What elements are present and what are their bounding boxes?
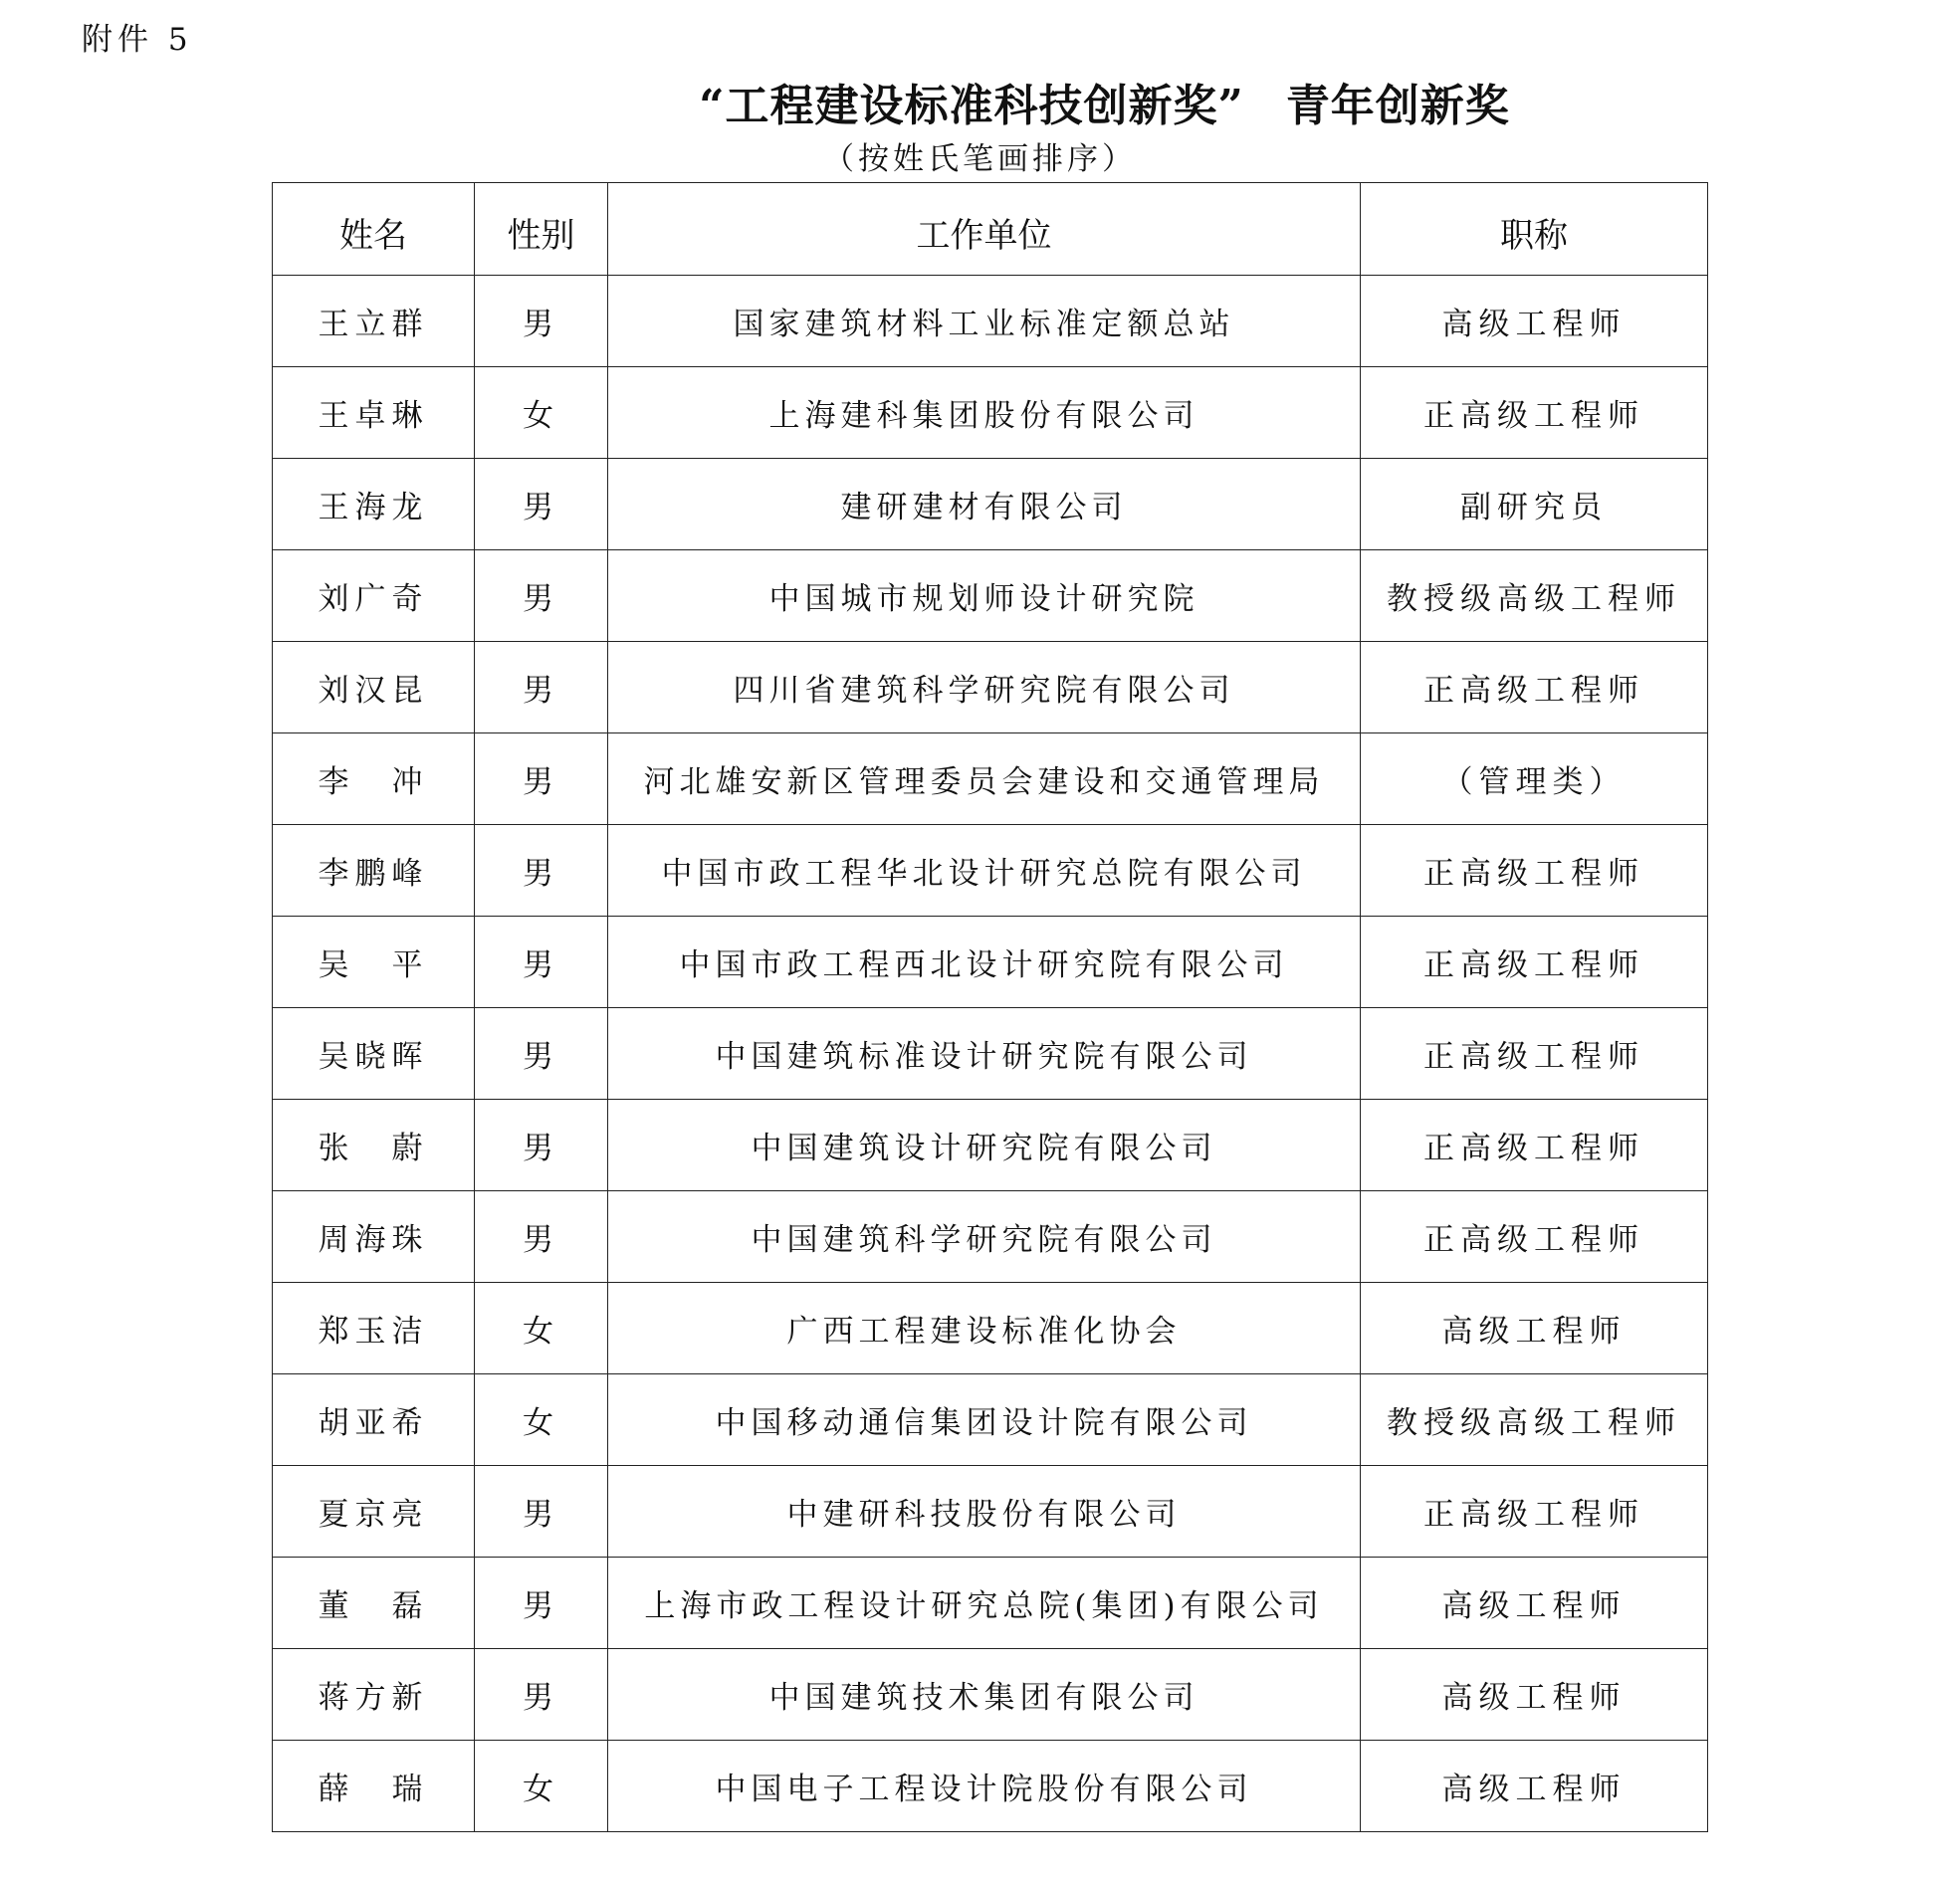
cell-gender: 男 <box>475 276 608 367</box>
cell-gender: 男 <box>475 1649 608 1741</box>
table-row <box>273 1741 1708 1832</box>
cell-name: 吴 平 <box>273 917 475 1008</box>
cell-title: 正高级工程师 <box>1361 825 1708 917</box>
table-row <box>273 1100 1708 1191</box>
cell-title: 正高级工程师 <box>1361 642 1708 733</box>
cell-unit: 中国城市规划师设计研究院 <box>608 550 1361 642</box>
cell-unit: 河北雄安新区管理委员会建设和交通管理局 <box>608 733 1361 825</box>
header-title: 职称 <box>1361 183 1708 276</box>
cell-unit: 中国电子工程设计院股份有限公司 <box>608 1741 1361 1832</box>
cell-gender: 女 <box>475 367 608 459</box>
award-name: “工程建设标准科技创新奖” <box>699 81 1244 131</box>
table-row <box>273 1466 1708 1558</box>
cell-name: 王海龙 <box>273 459 475 550</box>
sort-note: （按姓氏笔画排序） <box>823 141 1137 177</box>
cell-title: （管理类） <box>1361 733 1708 825</box>
cell-title: 副研究员 <box>1361 459 1708 550</box>
cell-title: 正高级工程师 <box>1361 1466 1708 1558</box>
cell-unit: 中建研科技股份有限公司 <box>608 1466 1361 1558</box>
cell-name: 郑玉洁 <box>273 1283 475 1374</box>
cell-title: 高级工程师 <box>1361 276 1708 367</box>
cell-unit: 国家建筑材料工业标准定额总站 <box>608 276 1361 367</box>
cell-unit: 四川省建筑科学研究院有限公司 <box>608 642 1361 733</box>
cell-name: 吴晓晖 <box>273 1008 475 1100</box>
cell-unit: 中国移动通信集团设计院有限公司 <box>608 1374 1361 1466</box>
cell-gender: 男 <box>475 459 608 550</box>
cell-title: 教授级高级工程师 <box>1361 1374 1708 1466</box>
cell-name: 刘汉昆 <box>273 642 475 733</box>
table-row <box>273 1649 1708 1741</box>
cell-name: 董 磊 <box>273 1558 475 1649</box>
cell-title: 高级工程师 <box>1361 1283 1708 1374</box>
cell-name: 周海珠 <box>273 1191 475 1283</box>
cell-name: 李 冲 <box>273 733 475 825</box>
cell-title: 正高级工程师 <box>1361 1191 1708 1283</box>
cell-name: 薛 瑞 <box>273 1741 475 1832</box>
cell-name: 胡亚希 <box>273 1374 475 1466</box>
award-category: 青年创新奖 <box>1285 81 1510 131</box>
cell-title: 高级工程师 <box>1361 1741 1708 1832</box>
cell-gender: 男 <box>475 825 608 917</box>
table-row <box>273 733 1708 825</box>
cell-name: 王立群 <box>273 276 475 367</box>
cell-title: 正高级工程师 <box>1361 917 1708 1008</box>
cell-unit: 上海建科集团股份有限公司 <box>608 367 1361 459</box>
table-row <box>273 459 1708 550</box>
cell-gender: 男 <box>475 642 608 733</box>
cell-gender: 男 <box>475 1558 608 1649</box>
table-row <box>273 1558 1708 1649</box>
cell-gender: 男 <box>475 1100 608 1191</box>
cell-title: 正高级工程师 <box>1361 1100 1708 1191</box>
cell-unit: 中国市政工程西北设计研究院有限公司 <box>608 917 1361 1008</box>
cell-gender: 男 <box>475 1191 608 1283</box>
document-title <box>0 70 1960 133</box>
cell-title: 正高级工程师 <box>1361 1008 1708 1100</box>
table-row <box>273 1008 1708 1100</box>
cell-gender: 男 <box>475 1008 608 1100</box>
table-row <box>273 276 1708 367</box>
cell-title: 教授级高级工程师 <box>1361 550 1708 642</box>
cell-title: 高级工程师 <box>1361 1649 1708 1741</box>
cell-name: 张 蔚 <box>273 1100 475 1191</box>
cell-unit: 中国建筑科学研究院有限公司 <box>608 1191 1361 1283</box>
cell-unit: 广西工程建设标准化协会 <box>608 1283 1361 1374</box>
header-gender: 性别 <box>475 183 608 276</box>
cell-unit: 建研建材有限公司 <box>608 459 1361 550</box>
header-name: 姓名 <box>273 183 475 276</box>
cell-name: 蒋方新 <box>273 1649 475 1741</box>
table-row <box>273 917 1708 1008</box>
cell-name: 李鹏峰 <box>273 825 475 917</box>
cell-unit: 中国建筑设计研究院有限公司 <box>608 1100 1361 1191</box>
cell-gender: 男 <box>475 1466 608 1558</box>
table-row <box>273 825 1708 917</box>
cell-gender: 女 <box>475 1374 608 1466</box>
cell-name: 王卓琳 <box>273 367 475 459</box>
cell-gender: 女 <box>475 1283 608 1374</box>
cell-title: 正高级工程师 <box>1361 367 1708 459</box>
table-row <box>273 1283 1708 1374</box>
cell-gender: 男 <box>475 550 608 642</box>
table-header-row <box>273 183 1708 276</box>
table-body <box>273 276 1708 1832</box>
cell-name: 刘广奇 <box>273 550 475 642</box>
cell-title: 高级工程师 <box>1361 1558 1708 1649</box>
table-row <box>273 367 1708 459</box>
cell-unit: 中国建筑标准设计研究院有限公司 <box>608 1008 1361 1100</box>
table-row <box>273 642 1708 733</box>
table-row <box>273 550 1708 642</box>
cell-unit: 上海市政工程设计研究总院(集团)有限公司 <box>608 1558 1361 1649</box>
attachment-label: 附件 5 <box>82 22 193 58</box>
header-unit: 工作单位 <box>608 183 1361 276</box>
cell-gender: 男 <box>475 917 608 1008</box>
cell-unit: 中国建筑技术集团有限公司 <box>608 1649 1361 1741</box>
cell-name: 夏京亮 <box>273 1466 475 1558</box>
cell-gender: 女 <box>475 1741 608 1832</box>
awardee-table <box>272 182 1708 1832</box>
cell-unit: 中国市政工程华北设计研究总院有限公司 <box>608 825 1361 917</box>
cell-gender: 男 <box>475 733 608 825</box>
table-row <box>273 1374 1708 1466</box>
table-row <box>273 1191 1708 1283</box>
